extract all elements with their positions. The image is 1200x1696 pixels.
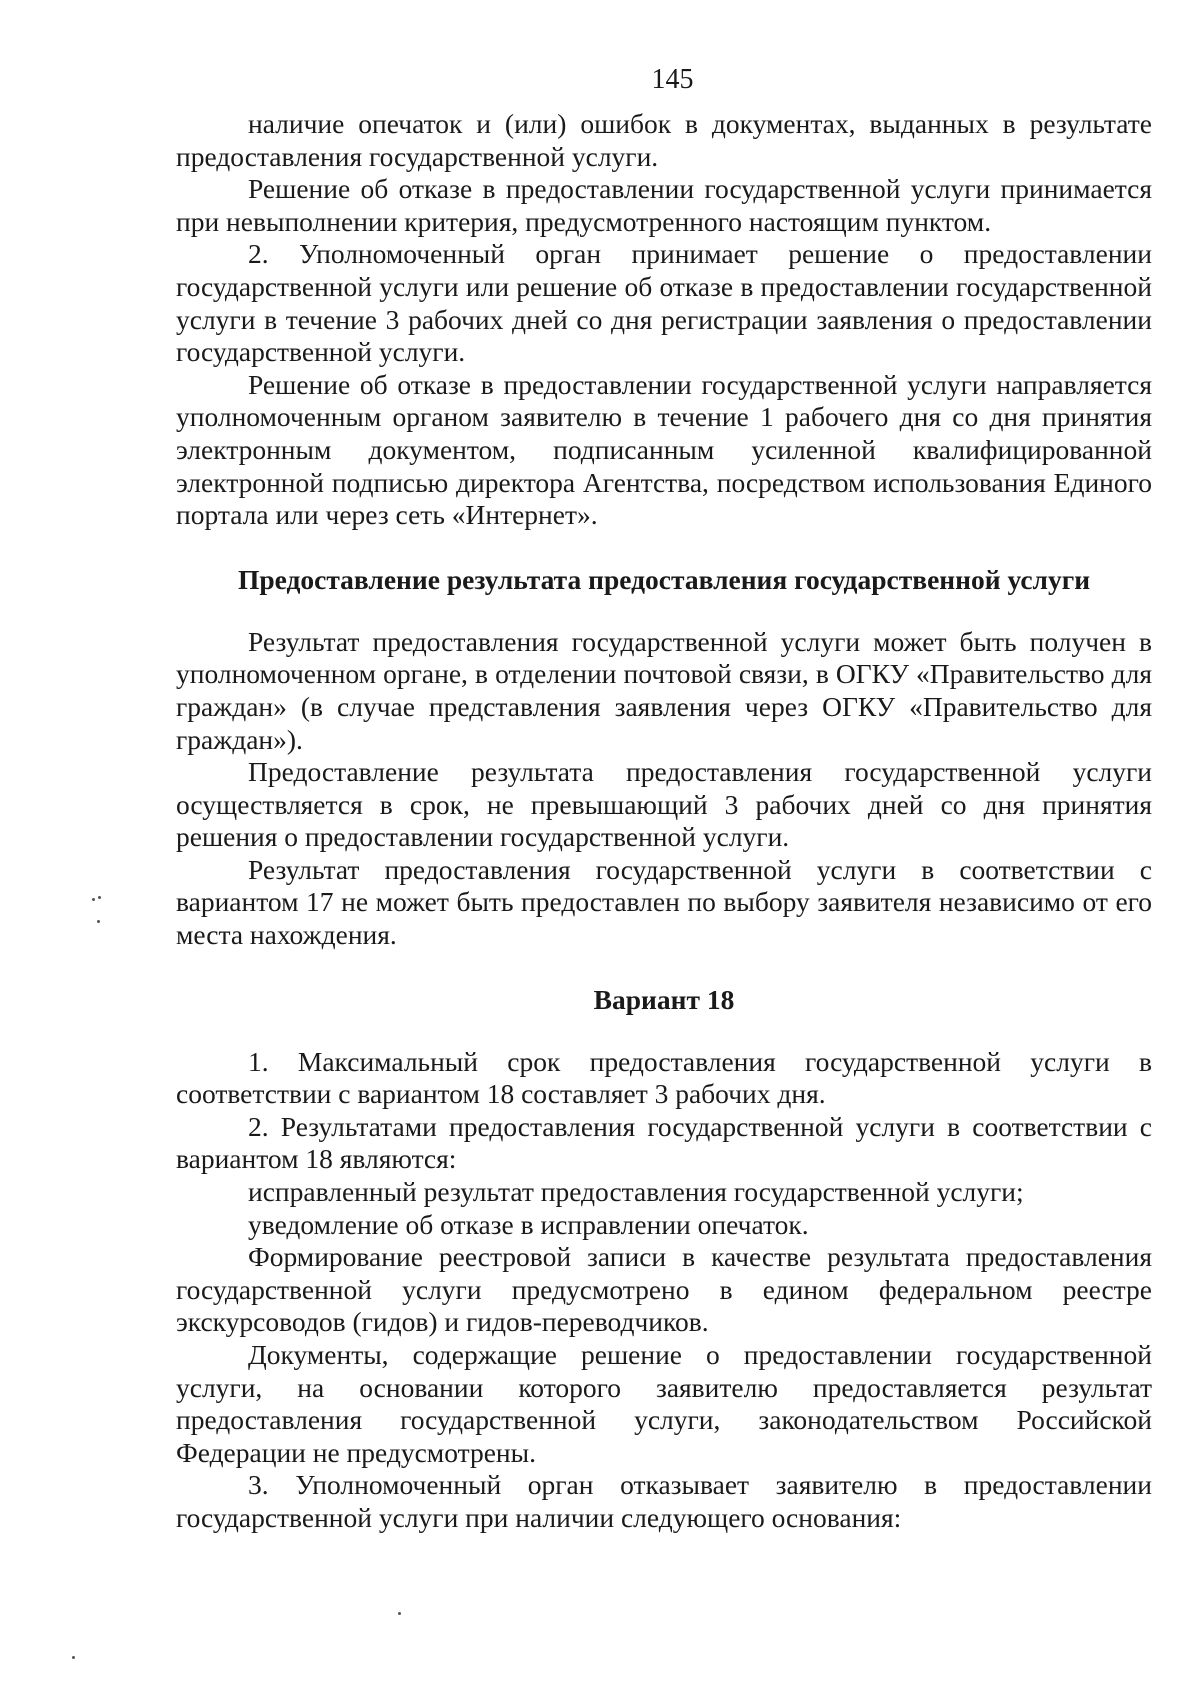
- paragraph: наличие опечаток и (или) ошибок в документах, выданных в результате предоставления государственной услуги.: [176, 108, 1152, 172]
- paragraph: Предоставление результата предоставления государственной услуги осуществляется в срок, не превышающий 3 рабочих дней со дня принятия решения о предоставлении государственной услуги.: [176, 756, 1152, 853]
- paragraph: Результат предоставления государственной услуги в соответствии с вариантом 17 не может быть предоставлен по выбору заявителя независимо от его места нахождения.: [176, 853, 1152, 951]
- list-item: уведомление об отказе в исправлении опечаток.: [248, 1208, 809, 1240]
- scan-speck: [97, 920, 100, 923]
- scan-speck: [72, 1656, 75, 1659]
- paragraph: Результат предоставления государственной услуги может быть получен в уполномоченном органе, в отделении почтовой связи, в ОГКУ «Правительство для граждан» (в случае представления заявления через ОГКУ «Правительство для граждан»).: [176, 625, 1152, 755]
- list-item: исправленный результат предоставления государственной услуги;: [248, 1176, 1024, 1208]
- scan-speck: [98, 896, 101, 899]
- paragraph: 1. Максимальный срок предоставления государственной услуги в соответствии с вариантом 18 составляет 3 рабочих дня.: [176, 1045, 1152, 1110]
- document-body: [176, 108, 1152, 1535]
- paragraph: 2. Уполномоченный орган принимает решение о предоставлении государственной услуги или решение об отказе в предоставлении государственной услуги в течение 3 рабочих дней со дня регистрации заявления о предоставлении государственной услуги.: [176, 238, 1152, 368]
- paragraph: Решение об отказе в предоставлении государственной услуги направляется уполномоченным органом заявителю в течение 1 рабочего дня со дня принятия электронным документом, подписанным усиленной квалифицированной электронной подписью директора Агентства, посредством использования Единого портала или через сеть «Интернет».: [176, 368, 1152, 531]
- paragraph: Документы, содержащие решение о предоставлении государственной услуги, на основании которого заявителю предоставляется результат предоставления государственной услуги, законодательством Российской Федерации не предусмотрены.: [176, 1339, 1152, 1468]
- section-heading-result: Предоставление результата предоставления государственной услуги: [237, 563, 1091, 595]
- paragraph: Решение об отказе в предоставлении государственной услуги принимается при невыполнении критерия, предусмотренного настоящим пунктом.: [176, 173, 1152, 237]
- paragraph: 2. Результатами предоставления государственной услуги в соответствии с вариантом 18 являются:: [176, 1110, 1152, 1175]
- paragraph: 3. Уполномоченный орган отказывает заявителю в предоставлении государственной услуги при наличии следующего основания:: [176, 1469, 1152, 1533]
- scan-speck: [398, 1612, 401, 1615]
- page-number: 145: [651, 64, 694, 95]
- paragraph: Формирование реестровой записи в качестве результата предоставления государственной услуги предусмотрено в едином федеральном реестре экскурсоводов (гидов) и гидов-переводчиков.: [176, 1241, 1152, 1338]
- section-heading-variant: Вариант 18: [593, 983, 735, 1015]
- scan-speck: [92, 898, 95, 901]
